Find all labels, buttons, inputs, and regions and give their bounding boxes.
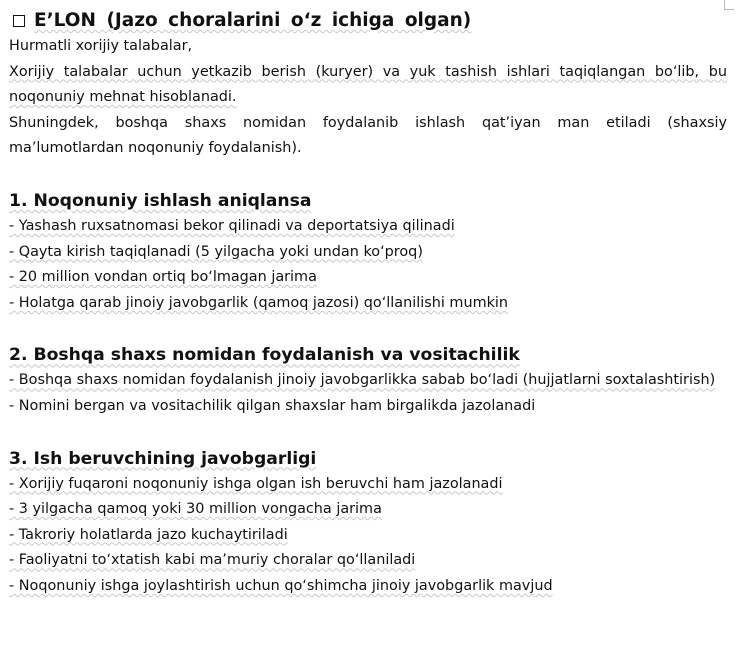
section-3-item: - Takroriy holatlarda jazo kuchaytiriladi: [9, 526, 288, 543]
section-3-item: - Noqonuniy ishga joylashtirish uchun qo‘shimcha jinoiy javobgarlik mavjud: [9, 577, 553, 594]
section-2-item: - Boshqa shaxs nomidan foydalanish jinoiy javobgarlikka sabab bo‘ladi (hujjatlarni soxtalashtirish): [9, 372, 716, 389]
greeting-line: Hurmatli xorijiy talabalar,: [9, 38, 193, 54]
section-2-heading: 2. Boshqa shaxs nomidan foydalanish va vositachilik: [9, 345, 520, 366]
section-3-item: - 3 yilgacha qamoq yoki 30 million vongacha jarima: [9, 501, 382, 518]
document-body: [9, 8, 727, 600]
section-1-heading: 1. Noqonuniy ishlash aniqlansa: [9, 190, 312, 211]
section-3-item: - Faoliyatni to‘xtatish kabi ma’muriy choralar qo‘llaniladi: [9, 552, 416, 569]
intro-paragraph-1: Xorijiy talabalar uchun yetkazib berish (kuryer) va yuk tashish ishlari taqiqlangan bo‘lib, bu noqonuniy mehnat hisoblanadi.: [9, 63, 727, 106]
section-2-item: - Nomini bergan va vositachilik qilgan shaxslar ham birgalikda jazolanadi: [9, 397, 536, 414]
section-3-heading: 3. Ish beruvchining javobgarligi: [9, 448, 317, 469]
section-1-item: - Holatga qarab jinoiy javobgarlik (qamoq jazosi) qo‘llanilishi mumkin: [9, 294, 509, 311]
section-1-item: - Yashash ruxsatnomasi bekor qilinadi va deportatsiya qilinadi: [9, 217, 455, 234]
document-title: [9, 8, 727, 34]
checkbox-icon: [13, 15, 25, 27]
intro-paragraph-2: Shuningdek, boshqa shaxs nomidan foydalanib ishlash qat’iyan man etiladi (shaxsiy ma’lumotlardan noqonuniy foydalanish).: [9, 114, 727, 157]
section-1-item: - Qayta kirish taqiqlanadi (5 yilgacha yoki undan ko‘proq): [9, 243, 423, 260]
section-1-item: - 20 million vondan ortiq bo‘lmagan jarima: [9, 269, 317, 286]
section-3-item: - Xorijiy fuqaroni noqonuniy ishga olgan ish beruvchi ham jazolanadi: [9, 475, 503, 492]
title-text: E’LON (Jazo choralarini o‘z ichiga olgan): [34, 10, 472, 31]
